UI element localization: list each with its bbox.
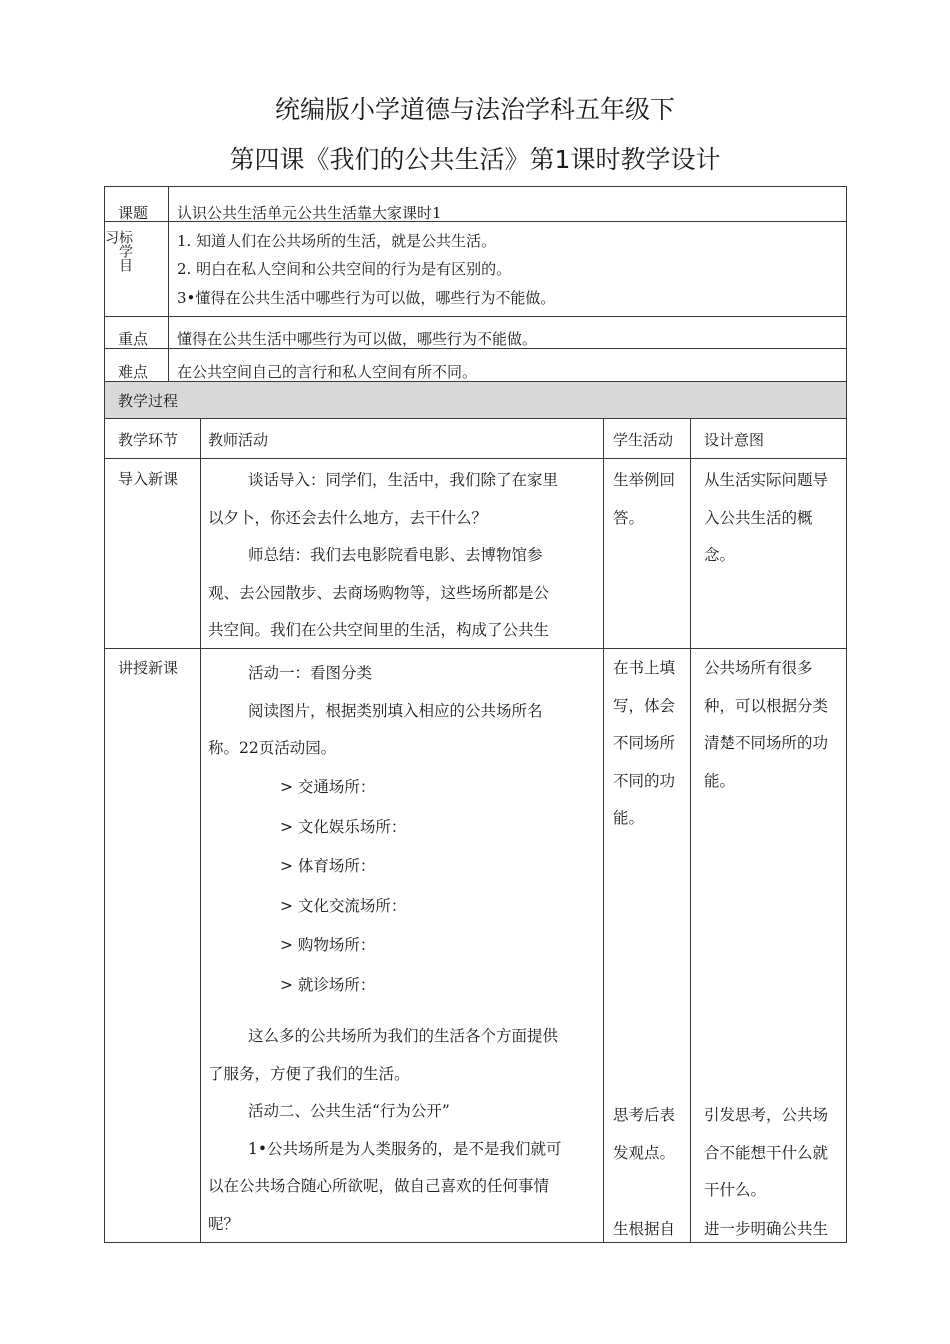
- header-intent: 设计意图: [704, 431, 765, 449]
- goals-label-col1: 习: [103, 230, 119, 244]
- text-line: 1•公共场所是为人类服务的，是不是我们就可: [248, 1139, 562, 1158]
- student-activity-two: [613, 1097, 675, 1172]
- text-line: 称。22页活动园。: [208, 739, 337, 757]
- design-intent-one: [704, 650, 828, 800]
- place-categories: [280, 768, 406, 1006]
- student-activity-one: [613, 650, 675, 838]
- goal-item: 3•懂得在公共生活中哪些行为可以做，哪些行为不能做。: [177, 289, 556, 307]
- stage-new-lesson: 讲授新课: [118, 659, 179, 677]
- text-line: 公共场所有很多: [704, 659, 813, 677]
- design-intent-intro: [704, 462, 828, 575]
- list-item: > 文化娱乐场所：: [280, 817, 407, 836]
- list-item: > 文化交流场所：: [280, 896, 407, 915]
- text-line: 以夕卜，你还会去什么地方，去干什么？: [208, 508, 488, 527]
- text-line: 不同的功: [613, 771, 676, 790]
- teacher-activity-one: [208, 655, 600, 768]
- text-line: 生根据自: [613, 1220, 676, 1238]
- text-line: 能。: [704, 771, 736, 790]
- goal-item: 2. 明白在私人空间和公共空间的行为是有区别的。: [177, 260, 512, 278]
- text-line: 阅读图片，根据类别填入相应的公共场所名: [248, 701, 543, 720]
- process-band: [104, 381, 846, 418]
- text-line: 不同场所: [613, 734, 676, 752]
- design-intent-three: [704, 1211, 828, 1249]
- text-line: 干什么。: [704, 1181, 767, 1199]
- text-line: 了服务，方便了我们的生活。: [208, 1064, 410, 1083]
- process-label: 教学过程: [118, 392, 179, 410]
- text-line: 思考后表: [613, 1106, 676, 1124]
- text-line: 呢？: [208, 1214, 240, 1233]
- topic-label: 课题: [118, 204, 149, 222]
- difficulty-value: 在公共空间自己的言行和私人空间有所不同。: [177, 363, 478, 381]
- text-line: 进一步明确公共生: [704, 1220, 829, 1238]
- difficulty-label: 难点: [118, 363, 149, 381]
- document-title-line1: 统编版小学道德与法治学科五年级下: [274, 95, 675, 124]
- header-student: 学生活动: [613, 431, 674, 449]
- text-line: 答。: [613, 508, 645, 527]
- header-stage: 教学环节: [118, 431, 179, 449]
- text-line: 师总结：我们去电影院看电影、去博物馆参: [248, 546, 543, 564]
- goals-label: [104, 230, 132, 320]
- text-line: 种，可以根据分类: [704, 696, 829, 715]
- text-line: 写，体会: [613, 696, 676, 715]
- text-line: 入公共生活的概: [704, 508, 813, 527]
- teacher-activity-intro: [208, 462, 600, 650]
- text-line: 念。: [704, 546, 736, 564]
- teacher-activity-two: [208, 1018, 600, 1243]
- topic-value: 认识公共生活单元公共生活靠大家课时1: [177, 204, 442, 222]
- goal-item: 1. 知道人们在公共场所的生活，就是公共生活。: [177, 232, 497, 250]
- text-line: 在书上填: [613, 659, 676, 677]
- text-line: 以在公共场合随心所欲呢，做自己喜欢的任何事情: [208, 1177, 550, 1195]
- goals-label-col2: 标学目: [117, 230, 133, 272]
- student-activity-three: [613, 1211, 675, 1249]
- list-item: > 交通场所：: [280, 778, 376, 796]
- text-line: 活动一：看图分类: [248, 664, 373, 682]
- key-point-value: 懂得在公共生活中哪些行为可以做，哪些行为不能做。: [177, 330, 538, 348]
- list-item: > 购物场所：: [280, 936, 376, 955]
- header-teacher: 教师活动: [208, 431, 269, 449]
- text-line: 这么多的公共场所为我们的生活各个方面提供: [248, 1027, 559, 1045]
- text-line: 活动二、公共生活“行为公开”: [248, 1102, 450, 1120]
- text-line: 从生活实际问题导: [704, 471, 829, 489]
- text-line: 发观点。: [613, 1143, 676, 1162]
- text-line: 生举例回: [613, 471, 676, 489]
- text-line: 观、去公园散步、去商场购物等，这些场所都是公: [208, 583, 550, 602]
- text-line: 谈话导入：同学们，生活中，我们除了在家里: [248, 471, 559, 489]
- text-line: 清楚不同场所的功: [704, 734, 829, 752]
- document-title-line2: 第四课《我们的公共生活》第1课时教学设计: [229, 145, 721, 174]
- list-item: > 就诊场所：: [280, 975, 376, 994]
- text-line: 共空间。我们在公共空间里的生活，构成了公共生: [208, 621, 550, 639]
- text-line: 能。: [613, 809, 645, 827]
- key-point-label: 重点: [118, 330, 149, 348]
- student-activity-intro: [613, 462, 675, 537]
- text-line: 引发思考，公共场: [704, 1106, 829, 1124]
- stage-intro: 导入新课: [118, 470, 179, 488]
- design-intent-two: [704, 1097, 828, 1210]
- text-line: 合不能想干什么就: [704, 1143, 829, 1162]
- list-item: > 体育场所：: [280, 857, 376, 876]
